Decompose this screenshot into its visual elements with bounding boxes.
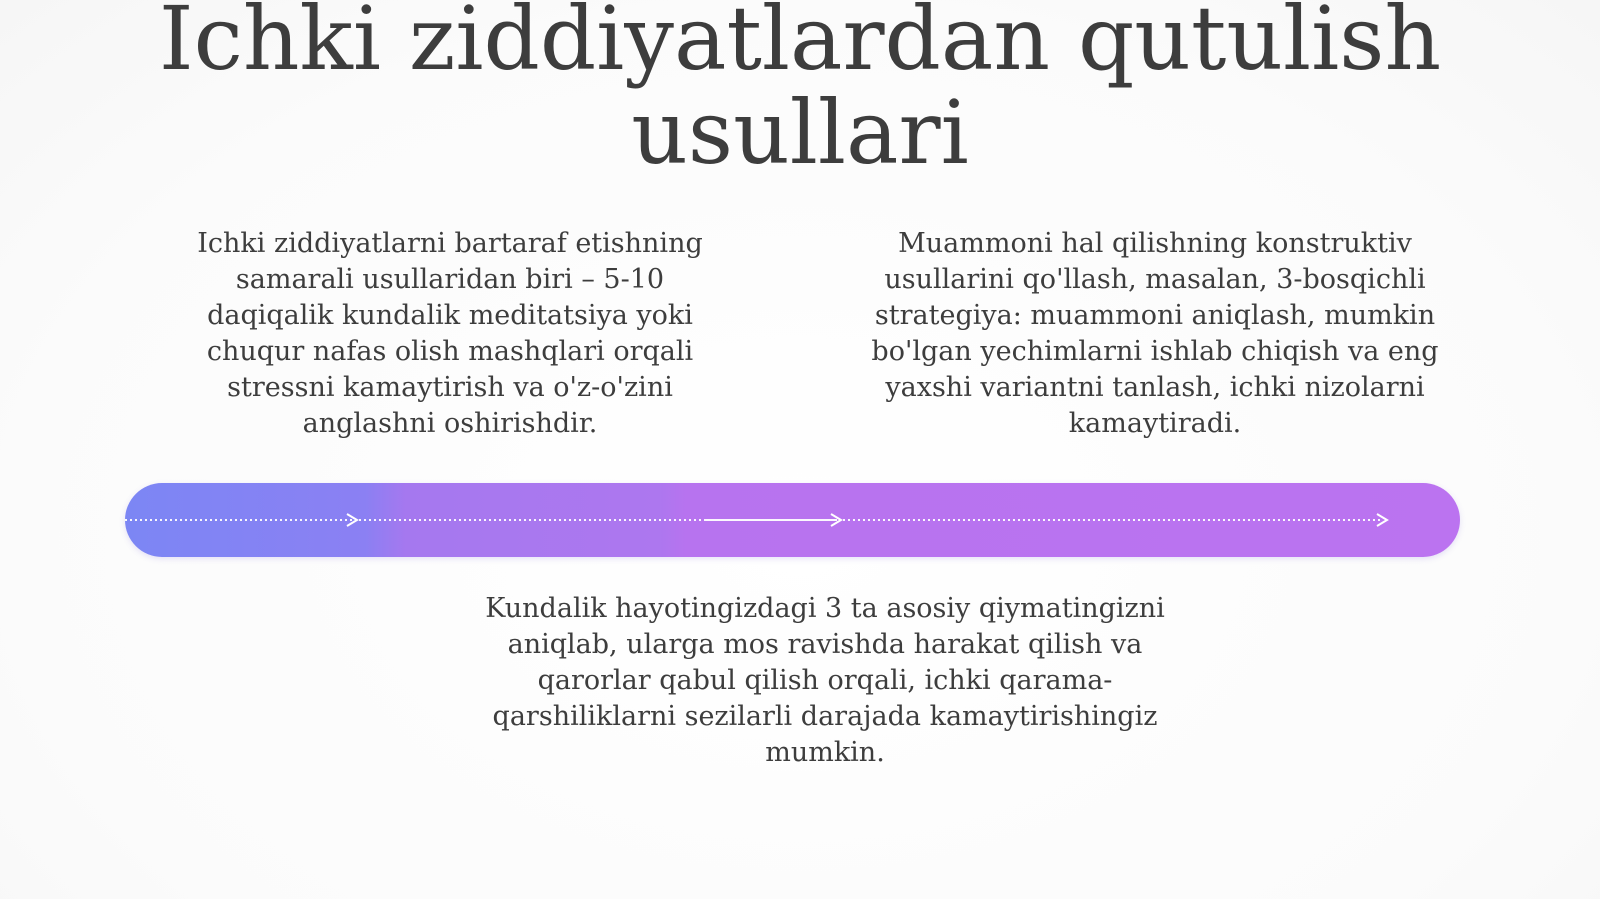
page-title: Ichki ziddiyatlardan qutulish usullari bbox=[158, 0, 1442, 184]
text-block-values: Kundalik hayotingizdagi 3 ta asosiy qiymatingizni aniqlab, ularga mos ravishda harakat qilish va qarorlar qabul qilish orqali, ichki qarama-qarshiliklarni sezilarli darajada kamaytirishingiz mumkin. bbox=[485, 593, 1165, 768]
timeline-bar bbox=[125, 483, 1460, 557]
timeline-arrows bbox=[125, 483, 1460, 557]
arrow-right-icon bbox=[347, 514, 357, 526]
text-block-meditation: Ichki ziddiyatlarni bartaraf etishning samarali usullaridan biri – 5-10 daqiqalik kundalik meditatsiya yoki chuqur nafas olish mashqlari orqali stressni kamaytirish va o'z-o'zini anglashni oshirishdir. bbox=[197, 228, 703, 439]
text-block-problem-solving: Muammoni hal qilishning konstruktiv usullarini qo'llash, masalan, 3-bosqichli strategiya: muammoni aniqlash, mumkin bo'lgan yechimlarni ishlab chiqish va eng yaxshi variantni tanlash, ichki nizolarni kamaytiradi. bbox=[871, 228, 1439, 439]
